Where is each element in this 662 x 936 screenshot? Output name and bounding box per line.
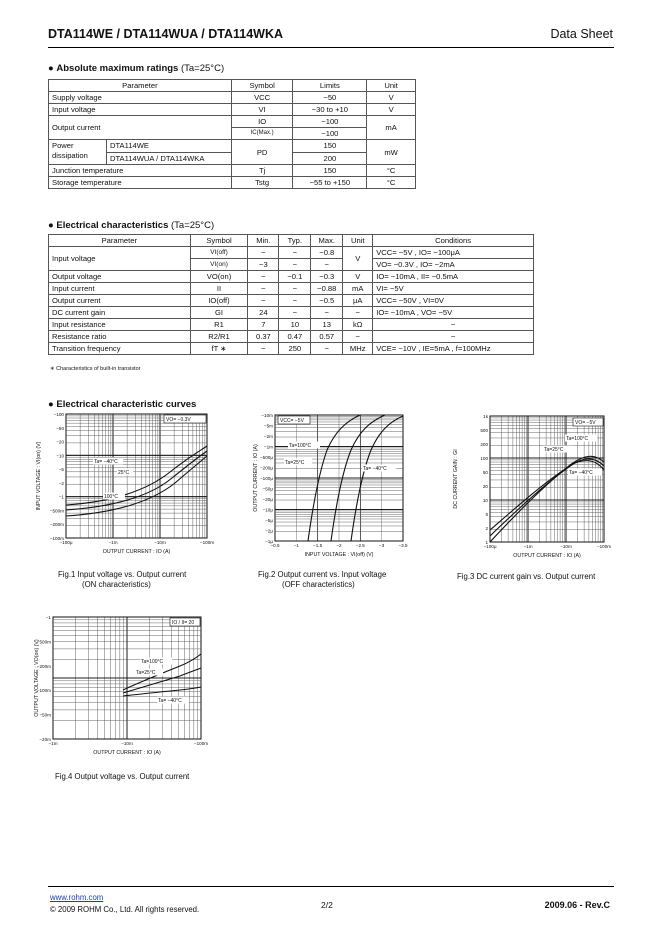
y-tick-label: 50 — [482, 470, 488, 475]
condition-label: VCC= −5V — [280, 418, 304, 424]
x-tick-label: −100m — [193, 741, 209, 746]
elec-char-table — [48, 234, 534, 355]
y-tick-label: −100m — [36, 688, 51, 694]
x-tick-label: −1m — [523, 544, 533, 549]
table-row: Input resistance R1 7 10 13 kΩ − — [49, 319, 534, 331]
y-tick-label: 200 — [480, 442, 488, 447]
y-tick-label: −20 — [56, 439, 64, 445]
curves-heading: ● Electrical characteristic curves — [48, 399, 197, 410]
table-row: IC(Max.) −100 — [49, 128, 416, 140]
x-axis-label: INPUT VOLTAGE : VI(off) (V) — [304, 552, 374, 558]
page-number: 2/2 — [321, 900, 333, 910]
y-tick-label: 500 — [480, 428, 488, 433]
header-rule — [48, 47, 614, 48]
document-title: DTA114WE / DTA114WUA / DTA114WKA — [48, 27, 283, 41]
figure-3-caption: Fig.3 DC current gain vs. Output current — [457, 572, 596, 581]
table-row: Input voltage VI −30 to +10 V — [49, 104, 416, 116]
curve-label: Ta= −40°C — [363, 466, 387, 472]
y-tick-label: −1 — [45, 615, 51, 620]
x-tick-label: −100m — [199, 540, 215, 545]
y-tick-label: −50 — [56, 425, 64, 431]
y-tick-label: −200m — [36, 663, 51, 669]
abs-max-table — [48, 79, 416, 189]
footer-url-link[interactable]: www.rohm.com — [50, 893, 104, 902]
y-tick-label: −100μ — [260, 476, 273, 481]
y-tick-label: −20m — [39, 737, 51, 742]
y-tick-label: −200m — [49, 522, 64, 528]
y-tick-label: 20 — [482, 484, 488, 489]
table-row: Supply voltage VCC −50 V — [49, 92, 416, 104]
x-tick-label: −100μ — [59, 540, 73, 545]
table-row: Output current IO −100 mA — [49, 116, 416, 128]
curve-label: Ta=25°C — [136, 670, 156, 676]
abs-max-heading: ● Absolute maximum ratings (Ta=25°C) — [48, 63, 225, 74]
table-row: Storage temperature Tstg −55 to +150 °C — [49, 177, 416, 189]
condition-label: VO= −0.3V — [166, 417, 191, 423]
y-tick-label: −5m — [263, 423, 273, 429]
table-footnote: ∗ Characteristics of built-in transistor — [50, 366, 141, 372]
table-row: Resistance ratio R2/R1 0.37 0.47 0.57 − − — [49, 331, 534, 343]
x-tick-label: −2 — [336, 543, 342, 548]
x-tick-label: −1.5 — [313, 543, 323, 548]
curve-label: Ta=25°C — [544, 447, 564, 453]
x-tick-label: −10m — [154, 540, 166, 545]
figure-3-chart — [445, 410, 620, 565]
plot-frame — [66, 414, 207, 538]
y-tick-label: −50μ — [262, 486, 273, 492]
x-tick-label: −1m — [108, 540, 118, 545]
table-row: Output current IO(off) − − −0.5 μA VCC= −50V , VI=0V — [49, 295, 534, 307]
table-row: Transition frequency fT ∗ − 250 − MHz VCE= −10V , IE=5mA , f=100MHz — [49, 343, 534, 355]
figure-4-chart — [30, 612, 220, 767]
y-tick-label: −1m — [263, 444, 273, 450]
x-tick-label: −1 — [293, 543, 299, 548]
figure-2-caption: Fig.2 Output current vs. Input voltage (OFF characteristics) — [258, 570, 387, 589]
y-tick-label: −2m — [263, 434, 273, 439]
y-tick-label: −5 — [58, 467, 64, 473]
table-header-row: Parameter Symbol Min. Typ. Max. Unit Conditions — [49, 235, 534, 247]
y-tick-label: −500μ — [260, 455, 273, 460]
y-tick-label: −10μ — [262, 507, 273, 513]
table-row: Power dissipation DTA114WE DTA114WUA / DTA114WKA PD 150 mW — [49, 140, 416, 153]
revision-date: 2009.06 - Rev.C — [544, 900, 610, 910]
y-tick-label: 2 — [485, 526, 488, 531]
table-row: 200 — [49, 152, 416, 165]
y-axis-label: INPUT VOLTAGE : VI(on) (V) — [36, 441, 42, 511]
y-tick-label: 1 — [485, 540, 488, 545]
x-tick-label: −3.5 — [398, 543, 408, 548]
table-row: Junction temperature Tj 150 °C — [49, 165, 416, 177]
y-tick-label: −100m — [49, 536, 64, 541]
y-tick-label: −5μ — [265, 518, 273, 523]
figure-1-caption: Fig.1 Input voltage vs. Output current (ON characteristics) — [58, 570, 187, 589]
x-tick-label: −0.5 — [270, 543, 280, 548]
y-tick-label: −1μ — [265, 539, 273, 544]
table-row: VI(on) −3 − − VO= −0.3V , IO= −2mA — [49, 259, 534, 271]
y-tick-label: −2μ — [265, 528, 273, 534]
curve-label: Ta= −40°C — [94, 459, 118, 465]
curve-label: 25°C — [118, 470, 130, 476]
y-axis-label: DC CURRENT GAIN : GI — [453, 449, 459, 509]
y-axis-label: OUTPUT VOLTAGE : VO(on) (V) — [34, 639, 40, 717]
curve-label: 100°C — [104, 494, 118, 500]
x-axis-label: OUTPUT CURRENT : IO (A) — [93, 750, 161, 756]
condition-label: IO / II= 20 — [172, 620, 195, 626]
x-tick-label: −100m — [596, 544, 612, 549]
y-tick-label: 1k — [483, 414, 488, 419]
table-header-row: Parameter Symbol Limits Unit — [49, 80, 416, 92]
table-row: Input voltage VI(off) − − −0.8 V VCC= −5V , IO= −100μA — [49, 247, 534, 259]
curve-label: Ta= −40°C — [569, 470, 593, 476]
x-tick-label: −3 — [379, 543, 385, 548]
y-tick-label: 5 — [485, 512, 488, 517]
y-tick-label: 100 — [480, 456, 488, 461]
table-row: DC current gain GI 24 − − − IO= −10mA , VO= −5V — [49, 307, 534, 319]
curve-label: Ta=25°C — [285, 460, 305, 466]
y-tick-label: −100 — [53, 412, 64, 417]
x-axis-label: OUTPUT CURRENT : IO (A) — [513, 553, 581, 559]
x-tick-label: −100μ — [483, 544, 497, 549]
curve-label: Ta= −40°C — [158, 698, 182, 704]
x-tick-label: −2.5 — [355, 543, 365, 548]
figure-1-chart — [30, 410, 220, 565]
y-tick-label: −2 — [58, 480, 64, 486]
y-tick-label: −500m — [36, 639, 51, 645]
x-tick-label: −10m — [560, 544, 572, 549]
table-row: Input current II − − −0.88 mA VI= −5V — [49, 283, 534, 295]
y-tick-label: −10m — [261, 413, 273, 418]
curve-label: Ta=100°C — [289, 443, 312, 449]
curve-label: Ta=100°C — [566, 436, 589, 442]
curve-label: Ta=100°C — [141, 659, 164, 665]
y-axis-label: OUTPUT CURRENT : IO (A) — [253, 444, 259, 512]
figure-2-chart — [245, 410, 420, 565]
elec-char-heading: ● Electrical characteristics (Ta=25°C) — [48, 220, 215, 231]
x-axis-label: OUTPUT CURRENT : IO (A) — [102, 549, 171, 555]
y-tick-label: −200μ — [260, 465, 273, 471]
y-tick-label: −10 — [56, 453, 64, 459]
y-tick-label: 10 — [482, 498, 488, 503]
condition-label: VO= −5V — [575, 420, 596, 426]
footer-rule — [48, 886, 614, 887]
y-tick-label: −50m — [39, 712, 51, 718]
y-tick-label: −500m — [49, 508, 64, 514]
x-tick-label: −10m — [121, 741, 133, 746]
table-row: Output voltage VO(on) − −0.1 −0.3 V IO= −10mA , II= −0.5mA — [49, 271, 534, 283]
figure-4-caption: Fig.4 Output voltage vs. Output current — [55, 772, 190, 781]
document-type: Data Sheet — [550, 27, 613, 41]
x-tick-label: −1m — [48, 741, 58, 746]
y-tick-label: −20μ — [262, 497, 273, 502]
footer-copyright: © 2009 ROHM Co., Ltd. All rights reserved. — [50, 905, 200, 914]
y-tick-label: −1 — [58, 494, 64, 500]
